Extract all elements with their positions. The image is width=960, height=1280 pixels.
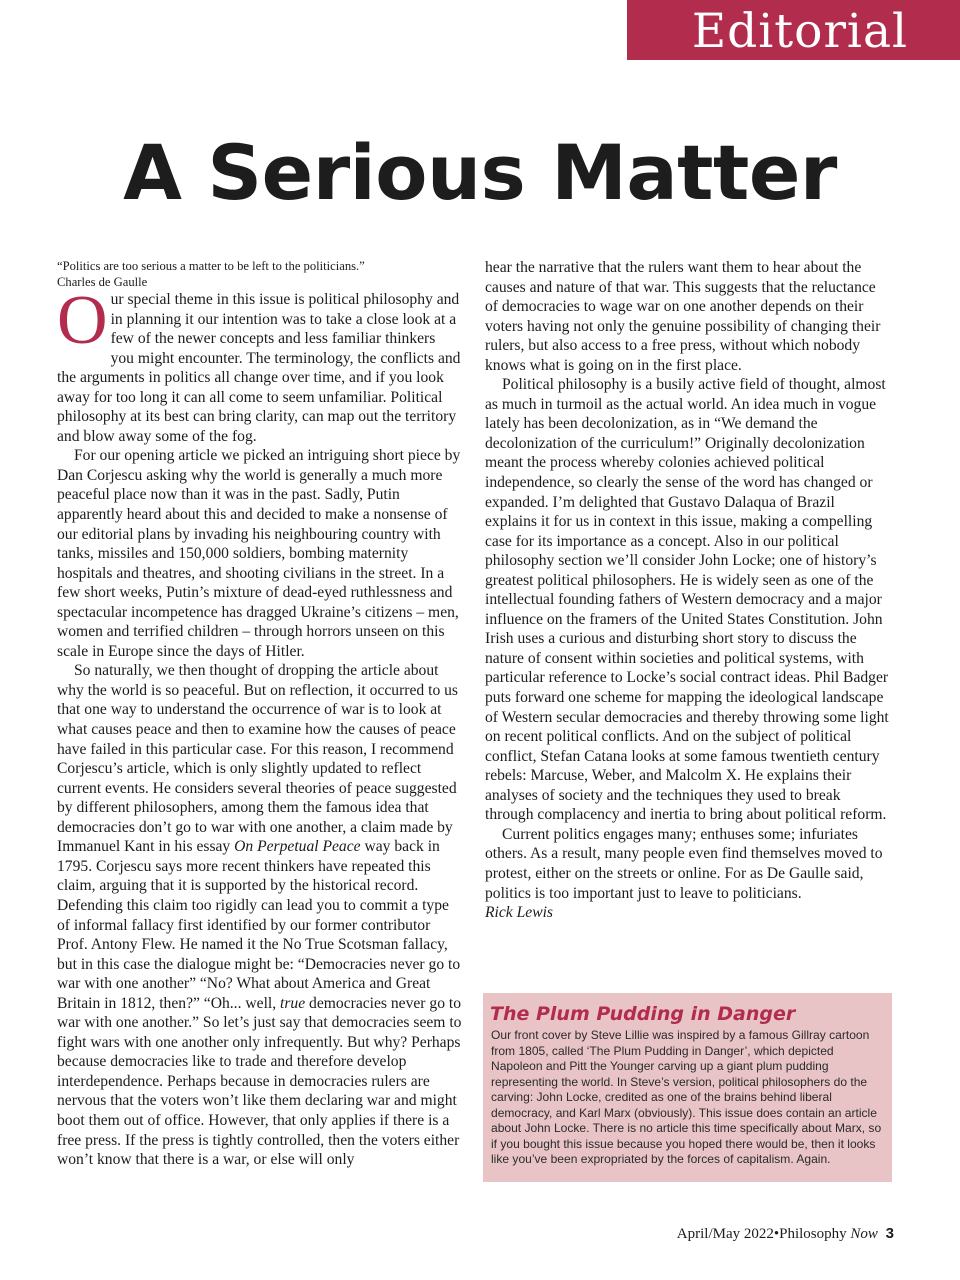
page-number: 3 xyxy=(885,1225,894,1242)
epigraph-attribution: Charles de Gaulle xyxy=(57,275,148,289)
cover-note-body: Our front cover by Steve Lillie was inspired by a famous Gillray cartoon from 1805, called ‘The Plum Pudding in Danger’, which depicted Napoleon and Pitt the Younger carving up a giant plum pudding representing the world. In Steve’s version, political philosophers do the carving: John Locke, credited as one of the brains behind liberal democracy, and Karl Marx (obviously). This issue does contain an article about John Locke. There is no article this time specifically about Marx, so if you bought this issue because you hoped there would be, then it looks like you’ve been expropriated by the forces of capitalism. Again. xyxy=(491,1028,882,1166)
article-title: A Serious Matter xyxy=(123,128,837,217)
cover-note-title: The Plum Pudding in Danger xyxy=(490,1003,796,1025)
right-column xyxy=(485,258,890,923)
body-paragraph-3 xyxy=(57,661,462,1169)
body-paragraph-2: For our opening article we picked an intriguing short piece by Dan Corjescu asking why the world is generally a much more peaceful place now than it was in the past. Sadly, Putin apparently heard about this and decided to make a nonsense of our editorial plans by invading his neighbouring country with tanks, missiles and 150,000 soldiers, bombing maternity hospitals and theatres, and shooting civilians in the street. In a few short weeks, Putin’s mixture of dead-eyed ruthlessness and spectacular incompetence has dragged Ukraine’s citizens – men, women and terrified children – through horrors unseen on this scale in Europe since the days of Hitler. xyxy=(57,447,461,660)
body-paragraph-5: Political philosophy is a busily active field of thought, almost as much in turmoil as the actual world. An idea much in vogue lately has been decolonization, as in “We demand the decolonization of the curriculum!” Originally decolonization meant the process whereby colonies achieved political independence, so clearly the sense of the word has changed or expanded. I’m delighted that Gustavo Dalaqua of Brazil explains it for us in context in this issue, making a compelling case for its importance as a concept. Also in our political philosophy section we’ll consider John Locke; one of history’s greatest political philosophers. He is widely seen as one of the intellectual founding fathers of Western democracy and a major influence on the framers of the United States Constitution. John Irish uses a curious and disturbing short story to discuss the nature of consent within societies and political systems, with particular reference to Locke’s social contract ideas. Phil Badger puts forward one scheme for mapping the ideological landscape of Western secular democracies and thereby throwing some light on recent political conflicts. And on the subject of political conflict, Stefan Catana looks at some famous twentieth century rebels: Marcuse, Weber, and Malcolm X. He explains their analyses of society and the techniques they used to break through complacency and inertia to bring about political reform. xyxy=(485,376,889,824)
magazine-name: Philosophy xyxy=(779,1226,847,1242)
left-column xyxy=(57,258,462,1170)
footer-bullet: • xyxy=(773,1226,780,1242)
epigraph-quote: “Politics are too serious a matter to be left to the politicians.” xyxy=(57,259,365,273)
author-signature: Rick Lewis xyxy=(485,904,553,922)
body-paragraph-6: Current politics engages many; enthuses some; infuriates others. As a result, many people even find themselves moved to protest, either on the streets or online. For as De Gaulle said, politics is too important just to leave to politicians. xyxy=(485,825,883,902)
body-paragraph-1-text: ur special theme in this issue is political philosophy and in planning it our intention was to take a close look at a few of the newer concepts and less familiar thinkers you might encounter. The terminology, the conflicts and the arguments in politics all change over time, and if you look away for too long it can all come to seem unfamiliar. Political philosophy at its best can bring clarity, can map out the territory and blow away some of the fog. xyxy=(57,291,461,445)
essay-title: On Perpetual Peace xyxy=(234,838,361,856)
magazine-name-italic: Now xyxy=(850,1226,878,1242)
drop-cap: O xyxy=(57,282,108,359)
issue-date: April/May 2022 xyxy=(676,1226,774,1242)
para3-text-c: democracies never go to war with one another.” So let’s just say that democracies seem to fight wars with one another only infrequently. But why? Perhaps because democracies like to trade and therefore develop interdependence. Perhaps because in democracies rulers are nervous that the voters won’t like them declaring war and might boot them out of office. However, that only applies if there is a free press. If the press is tightly controlled, then the voters either won’t know that there is a war, or else will only xyxy=(57,994,462,1169)
cover-note-box xyxy=(483,993,892,1182)
emphasis-word: true xyxy=(280,994,306,1012)
para3-text-b: way back in 1795. Corjescu says more recent thinkers have repeated this claim, arguing that it is supported by the historical record. Defending this claim too rigidly can lead you to commit a type of informal fallacy first identified by our former contributor Prof. Antony Flew. He named it the No True Scotsman fallacy, but in this case the dialogue might be: “Democracies never go to war with one another” “No? What about America and Great Britain in 1812, then?” “Oh... well, xyxy=(57,838,461,1012)
body-paragraph-continued: hear the narrative that the rulers want them to hear about the causes and nature of that war. This suggests that the reluctance of democracies to wage war on one another depends on their voters having not only the genuine possibility of changing their rulers, but also access to a free press, without which nobody knows what is going on in the first place. xyxy=(485,259,881,374)
para3-text-a: So naturally, we then thought of dropping the article about why the world is so peaceful. But on reflection, it occurred to us that one way to understand the occurrence of war is to look at what causes peace and then to examine how the causes of peace have failed in this particular case. For this reason, I recommend Corjescu’s article, which is only slightly updated to reflect current events. He considers several theories of peace suggested by different philosophers, among them the famous idea that democracies don’t go to war with one another, a claim made by Immanuel Kant in his essay xyxy=(57,662,458,856)
section-tab: Editorial xyxy=(627,0,960,60)
page-footer xyxy=(677,1225,894,1243)
